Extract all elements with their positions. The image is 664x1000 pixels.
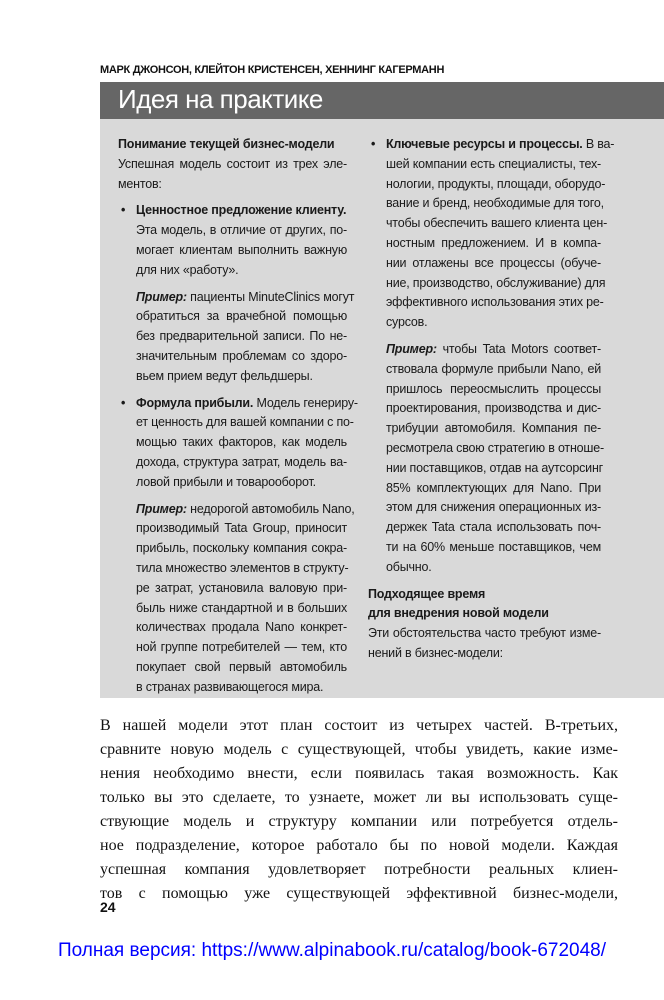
body-line: ное подразделение, которое работало бы по новой модели. Каждая xyxy=(100,837,618,854)
body-line: нения необходимо внести, если появилась такая возможность. Как xyxy=(100,765,618,782)
text-line xyxy=(136,500,355,520)
line-text: ет ценность для вашей компании с по- xyxy=(136,415,354,430)
running-header-authors: МАРК ДЖОНСОН, КЛЕЙТОН КРИСТЕНСЕН, ХЕННИНГ КАГЕРМАНН xyxy=(100,64,445,76)
body-line: тов с помощью уже существующей эффективной бизнес-модели, xyxy=(100,885,618,902)
text-line xyxy=(136,433,347,453)
text-line xyxy=(386,538,601,558)
line-text: пациенты MinuteClinics могут xyxy=(186,289,355,304)
text-line xyxy=(386,340,601,360)
full-version-link[interactable]: Полная версия: https://www.alpinabook.ru/catalog/book-672048/ xyxy=(57,940,607,961)
text-line xyxy=(136,519,347,539)
line-text: прибыль, поскольку компания сокра- xyxy=(136,541,347,556)
body-line: сравните новую модель с существующей, чтобы увидеть, какие изме- xyxy=(100,741,618,758)
line-text: нологии, продукты, площади, оборудо- xyxy=(386,176,606,191)
line-text: ной группе потребителей — тем, кто xyxy=(136,640,347,655)
text-line xyxy=(386,175,606,195)
bullet-lead: Формула прибыли. xyxy=(136,395,254,410)
line-text: для внедрения новой модели xyxy=(368,606,549,621)
idea-in-practice-box xyxy=(100,119,664,698)
line-text: значительным проблемам со здоро- xyxy=(136,348,347,363)
text-line xyxy=(136,394,358,414)
line-text: производимый Tata Group, приносит xyxy=(136,521,347,536)
text-line xyxy=(136,201,347,221)
text-line xyxy=(136,327,347,347)
line-text: В ва- xyxy=(582,137,615,151)
text-line xyxy=(136,367,347,387)
text-line xyxy=(386,194,604,214)
example-label: Пример: xyxy=(386,341,437,356)
text-line xyxy=(386,234,601,254)
text-line xyxy=(136,618,347,638)
line-text: пришлось переосмыслить процессы xyxy=(386,381,601,396)
text-line xyxy=(386,254,601,274)
body-line: ствующие модель и структуру компании или потребуется отдель- xyxy=(100,813,618,830)
text-line xyxy=(136,347,347,367)
text-line xyxy=(386,155,601,175)
text-line xyxy=(118,175,347,195)
text-line xyxy=(386,274,606,294)
text-line xyxy=(386,380,601,400)
text-line xyxy=(136,288,355,308)
line-text: проектирования, производства и дис- xyxy=(386,401,601,416)
text-line xyxy=(386,293,604,313)
body-line: успешная компания удовлетворяет потребности реальных клиен- xyxy=(100,861,618,878)
line-text: Понимание текущей бизнес-модели xyxy=(118,137,335,151)
bullet-icon: • xyxy=(371,137,376,151)
block-bullet xyxy=(368,135,615,333)
line-text: трибуции автомобиля. Компания пе- xyxy=(386,421,601,436)
text-line xyxy=(368,644,601,664)
line-text: Эти обстоятельства часто требуют изме- xyxy=(368,626,601,641)
line-text: быль ниже стандартной и в больших xyxy=(136,600,347,615)
bullet-icon: • xyxy=(121,395,126,410)
body-line: В нашей модели этот план состоит из четырех частей. В-третьих, xyxy=(100,717,618,734)
line-text: покупает свой первый автомобиль xyxy=(136,659,347,674)
text-line xyxy=(386,459,604,479)
block-example xyxy=(118,288,355,387)
text-line xyxy=(386,558,601,578)
line-text: ностным предложением. И в компа- xyxy=(386,235,601,250)
line-text: дохода, структура затрат, модель ва- xyxy=(136,454,347,469)
text-line xyxy=(386,479,601,499)
line-text: ти на 60% меньше поставщиков, чем xyxy=(386,539,601,554)
line-text: ре затрат, установила валовую при- xyxy=(136,580,347,595)
line-text: ние, производство, обслуживание) для xyxy=(386,275,606,290)
block-example xyxy=(118,500,355,698)
block-para xyxy=(118,155,347,195)
text-line xyxy=(136,453,347,473)
line-text: вьем прием ведут фельдшеры. xyxy=(136,368,313,383)
text-line xyxy=(136,559,347,579)
text-line xyxy=(386,439,604,459)
line-text: Модель генериру- xyxy=(253,395,358,410)
example-label: Пример: xyxy=(136,289,187,304)
line-text: чтобы Tata Motors соответ- xyxy=(436,341,601,356)
block-heading xyxy=(118,135,347,155)
line-text: вание и бренд, необходимые для того, xyxy=(386,196,604,211)
line-text: обратиться за врачебной помощью xyxy=(136,309,347,324)
bullet-icon: • xyxy=(121,203,126,218)
line-text: нений в бизнес-модели: xyxy=(368,645,503,660)
line-text: ствовала формуле прибыли Nano, ей xyxy=(386,361,601,376)
text-line xyxy=(136,638,347,658)
line-text: ресмотрела свою стратегию в отноше- xyxy=(386,440,604,455)
line-text: чтобы обеспечить вашего клиента цен- xyxy=(386,216,608,231)
right-column xyxy=(368,135,615,664)
text-line xyxy=(368,585,601,605)
text-line xyxy=(136,678,347,698)
left-column xyxy=(118,135,358,698)
line-text: ментов: xyxy=(118,176,162,191)
line-text: недорогой автомобиль Nano, xyxy=(186,501,355,516)
text-line xyxy=(386,360,601,380)
text-line xyxy=(118,135,347,155)
line-text: могает клиентам выполнить важную xyxy=(136,242,347,257)
line-text: нии отлажены все процессы (обуче- xyxy=(386,255,601,270)
block-bullet xyxy=(118,394,358,493)
bullet-lead: Ключевые ресурсы и процессы. xyxy=(386,137,583,151)
example-label: Пример: xyxy=(136,501,187,516)
line-text: без предварительной записи. По не- xyxy=(136,329,347,344)
text-line xyxy=(386,214,608,234)
text-line xyxy=(136,658,347,678)
text-line xyxy=(386,419,601,439)
text-line xyxy=(136,241,347,261)
text-line xyxy=(386,313,601,333)
line-text: ловой прибыли и товарооборот. xyxy=(136,474,316,489)
text-line xyxy=(118,155,347,175)
text-line xyxy=(386,518,601,538)
text-line xyxy=(136,539,347,559)
line-text: Подходящее время xyxy=(368,586,486,601)
block-bullet xyxy=(118,201,347,280)
body-line: только вы это сделаете, то узнаете, может ли вы использовать суще- xyxy=(100,789,618,806)
text-line xyxy=(136,599,347,619)
line-text: Успешная модель состоит из трех эле- xyxy=(118,156,347,171)
line-text: эффективного использования этих ре- xyxy=(386,295,604,310)
text-line xyxy=(136,413,354,433)
line-text: в странах развивающегося мира. xyxy=(136,679,324,694)
line-text: для них «работу». xyxy=(136,262,239,277)
text-line xyxy=(136,221,347,241)
text-line xyxy=(368,604,601,624)
line-text: обычно. xyxy=(386,559,432,574)
line-text: сурсов. xyxy=(386,315,428,330)
line-text: 85% комплектующих для Nano. При xyxy=(386,480,601,495)
block-para xyxy=(368,624,601,664)
sidebar-title: Идея на практике xyxy=(118,84,323,114)
line-text: нии поставщиков, отдав на аутсорсинг xyxy=(386,460,604,475)
text-line xyxy=(368,624,601,644)
text-line xyxy=(386,399,601,419)
sidebar-title-band xyxy=(100,82,664,119)
line-text: шей компании есть специалисты, тех- xyxy=(386,156,601,171)
text-line xyxy=(136,261,347,281)
block-example xyxy=(368,340,604,578)
bullet-lead: Ценностное предложение клиенту. xyxy=(136,203,347,218)
line-text: тила множество элементов в структу- xyxy=(136,560,349,575)
line-text: мощью таких факторов, как модель xyxy=(136,435,347,450)
text-line xyxy=(386,498,601,518)
text-line xyxy=(136,473,347,493)
line-text: Эта модель, в отличие от других, по- xyxy=(136,223,347,238)
text-line xyxy=(386,135,615,155)
line-text: количествах продала Nano конкрет- xyxy=(136,620,347,635)
line-text: держек Tata стала использовать поч- xyxy=(386,520,601,535)
text-line xyxy=(136,307,347,327)
line-text: этом для снижения операционных из- xyxy=(386,500,601,515)
text-line xyxy=(136,579,347,599)
body-text xyxy=(100,714,618,906)
block-heading xyxy=(368,585,601,625)
page-number: 24 xyxy=(100,899,116,915)
